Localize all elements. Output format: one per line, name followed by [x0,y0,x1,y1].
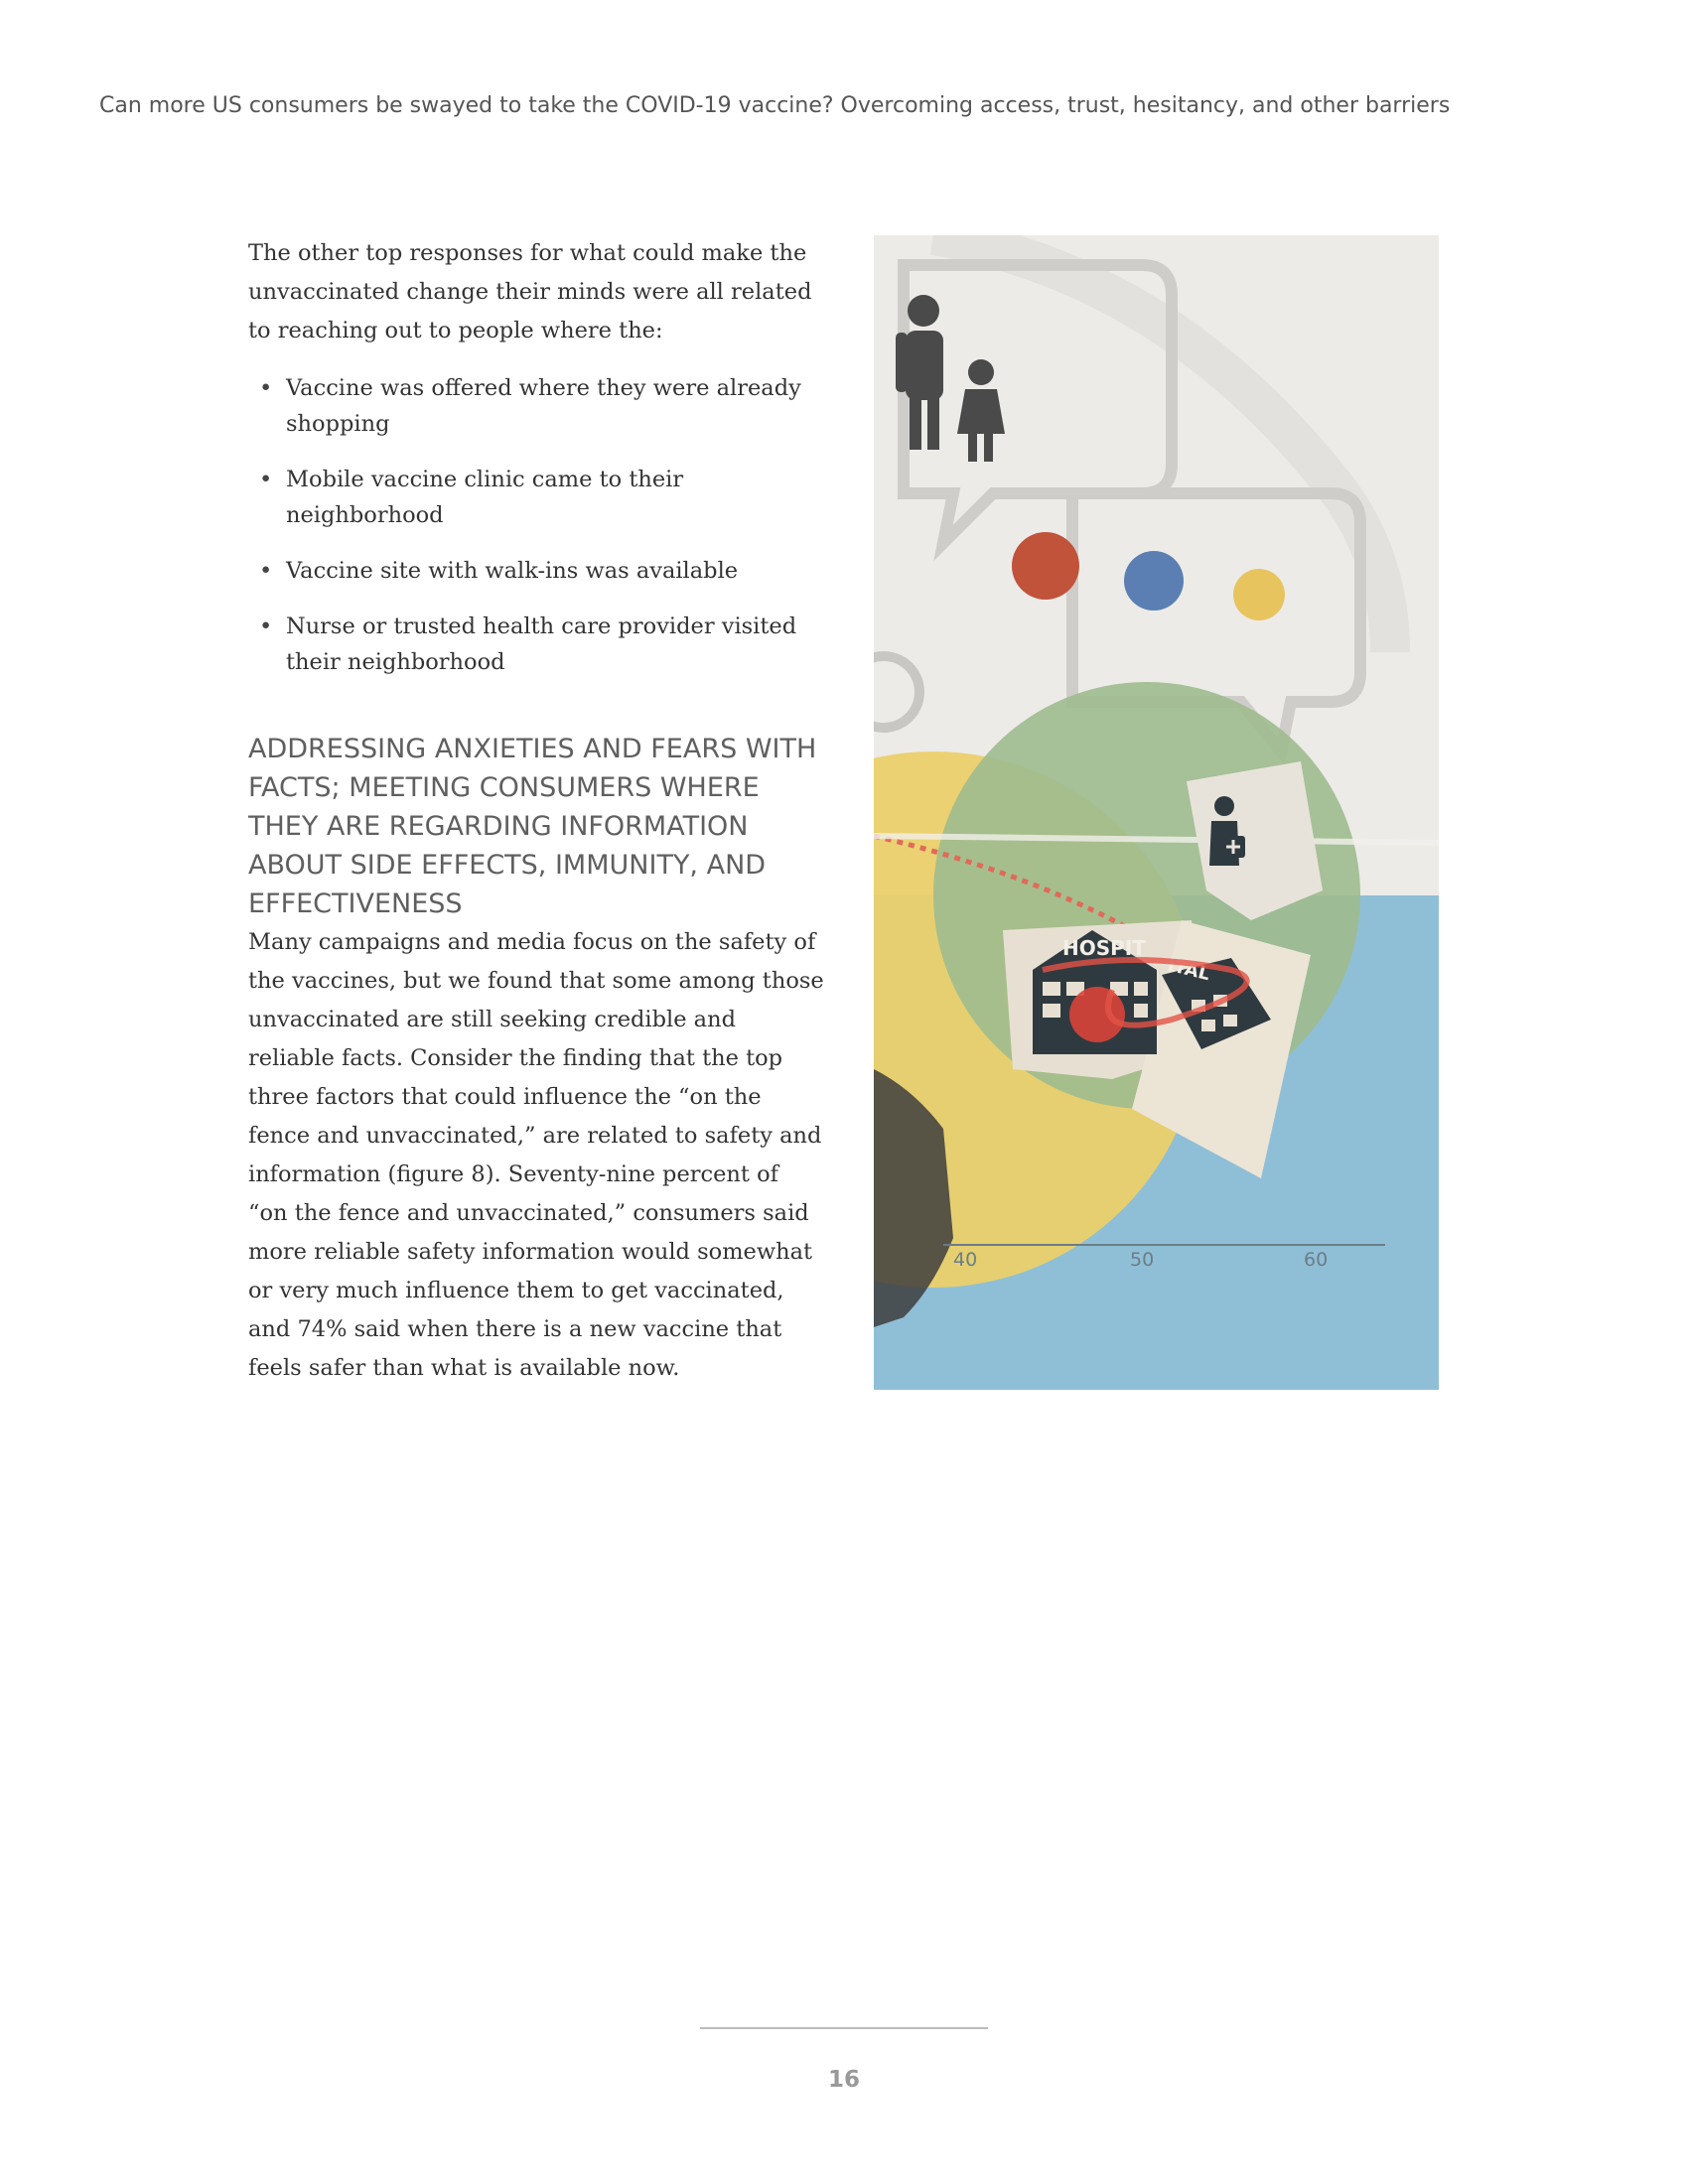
hospital-sign-right: ITAL [1165,954,1212,986]
footer-divider [700,2027,988,2029]
intro-paragraph: The other top responses for what could make the unvaccinated change their minds were all related to reaching out to people where the: [248,240,812,343]
collage-artwork [874,235,1439,1390]
bullet-list [248,370,824,680]
section-paragraph: Many campaigns and media focus on the safety of the vaccines, but we found that some among those unvaccinated are still seeking credible and reliable facts. Consider the finding that the top three factors that could influence the “on the fence and unvaccinated,” are related to safety and information (figure 8). Seventy-nine percent of “on the fence and unvaccinated,” consumers said more reliable safety information would somewhat or very much influence them to get vaccinated, and 74% said when there is a new vaccine that feels safer than what is available now. [248,929,824,1381]
article-column [248,234,824,1388]
axis-tick-label: 60 [1304,1249,1329,1271]
page-number: 16 [827,2067,860,2093]
axis-tick-label: 40 [953,1249,978,1271]
list-item: • Mobile vaccine clinic came to their neighborhood [248,462,824,533]
axis-tick-label: 50 [1130,1249,1155,1271]
yellow-dot [1233,569,1285,620]
list-item: • Vaccine was offered where they were already shopping [248,370,824,442]
running-header: Can more US consumers be swayed to take the COVID-19 vaccine? Overcoming access, trust, hesitancy, and other barriers [99,93,1451,118]
blue-dot [1124,551,1184,611]
list-item: • Vaccine site with walk-ins was available [248,553,824,589]
red-dot [1012,532,1079,600]
list-item: • Nurse or trusted health care provider visited their neighborhood [248,609,824,680]
hospital-sign-left: HOSPIT [1062,936,1146,960]
section-heading: ADDRESSING ANXIETIES AND FEARS WITH FACTS; MEETING CONSUMERS WHERE THEY ARE REGARDING INFORMATION ABOUT SIDE EFFECTS, IMMUNITY, AND EFFECTIVENESS [248,734,817,919]
collage-illustration [874,235,1439,1390]
